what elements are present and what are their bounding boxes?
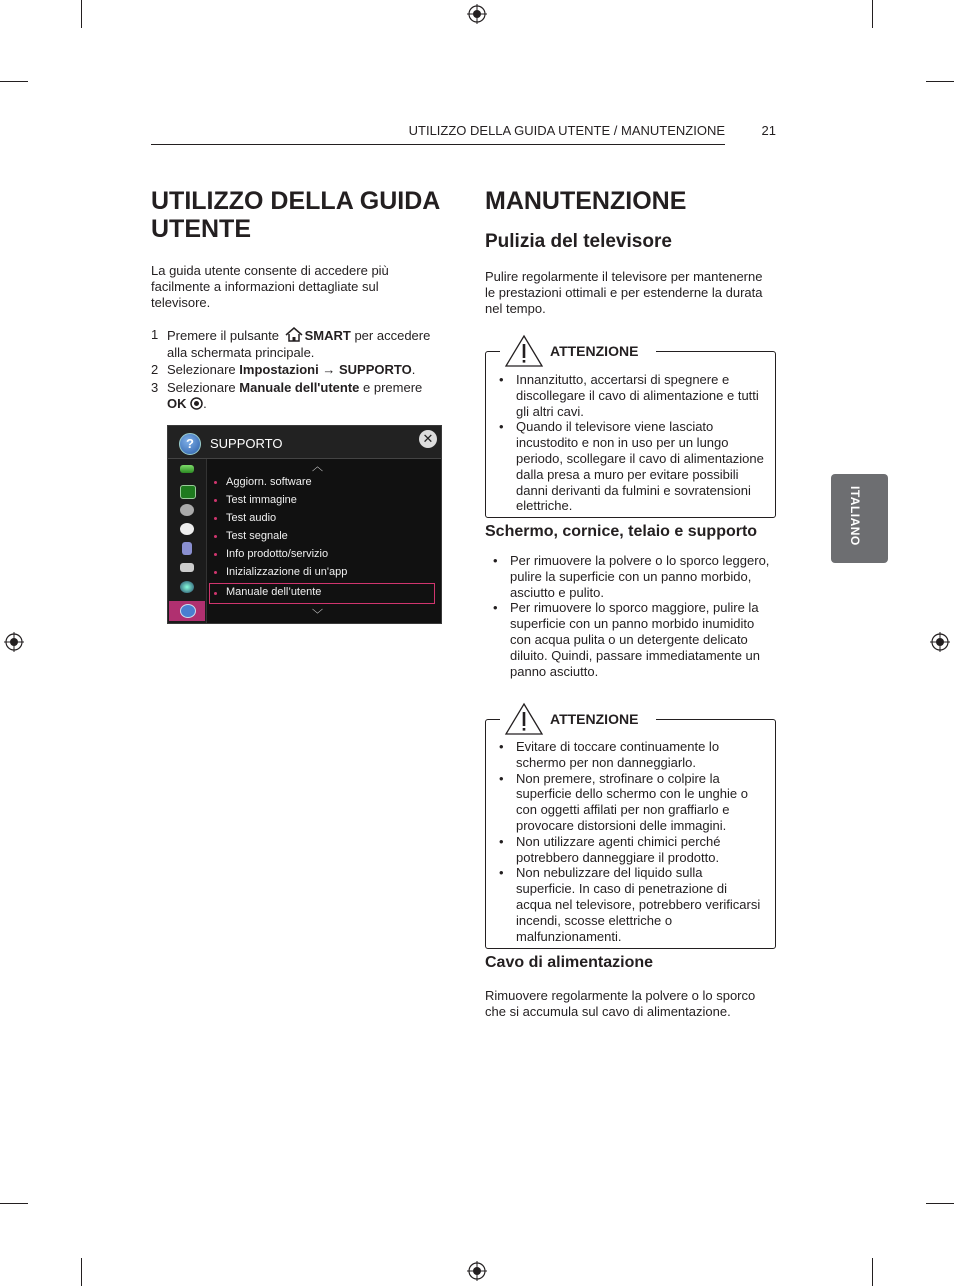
section-title-guide (151, 187, 451, 243)
step-text-part: per accedere alla schermata principale. (167, 328, 431, 360)
step-text (167, 380, 441, 413)
registration-mark-icon (467, 4, 487, 24)
list-item: • Quando il televisore viene lasciato incustodito e non in uso per un lungo periodo, scollegare il cavo di alimentazione dalla presa a muro per evitare possibili danni derivanti da fulmini e sovratensioni elettriche. (496, 419, 765, 514)
subheading-power-cable: Cavo di alimentazione (485, 954, 654, 971)
menu-item[interactable]: Test audio (226, 512, 277, 524)
bullet-dot (214, 481, 217, 484)
language-tab (831, 474, 888, 563)
bullet-dot (214, 592, 217, 595)
attention-header (500, 702, 656, 736)
language-tab-label: ITALIANO (848, 486, 862, 546)
list-item: • Non utilizzare agenti chimici perché potrebbero danneggiare il prodotto. (496, 834, 765, 866)
step-text-part: e premere (359, 379, 423, 395)
bullet-dot (214, 553, 217, 556)
crop-mark (872, 0, 873, 28)
registration-mark-icon (4, 632, 24, 652)
step-text-part: . (411, 362, 416, 377)
crop-mark (0, 1203, 28, 1204)
header-rule (151, 144, 725, 145)
intro-paragraph: La guida utente consente di accedere più facilmente a informazioni dettagliate sul televisore. (151, 263, 389, 310)
crop-mark (81, 1258, 82, 1286)
step-number: 1 (151, 327, 159, 342)
picture-icon[interactable] (180, 465, 194, 473)
step-bold: Impostazioni (239, 362, 319, 377)
subheading-cleaning: Pulizia del televisore (485, 231, 672, 252)
warning-icon (504, 702, 544, 736)
crop-mark (872, 1258, 873, 1286)
attention-label: ATTENZIONE (550, 711, 639, 727)
attention-box (485, 343, 776, 518)
attention-box (485, 711, 776, 949)
menu-title: SUPPORTO (210, 436, 283, 451)
menu-sidebar (168, 459, 207, 623)
arrow-glyph: → (318, 362, 339, 377)
crop-mark (926, 81, 954, 82)
list-item: • Innanzitutto, accertarsi di spegnere e discollegare il cavo di alimentazione e tutti gli altri cavi. (496, 372, 765, 419)
home-icon (285, 327, 303, 342)
paragraph-cleaning: Pulire regolarmente il televisore per mantenerne le prestazioni ottimali e per estenderne la durata nel tempo. (485, 269, 763, 316)
sound-icon[interactable] (180, 485, 196, 499)
bullet-dot (214, 571, 217, 574)
step-bold: SMART (304, 328, 351, 343)
list-item: • Non premere, strofinare o colpire la superficie dello schermo con le unghie o con oggetti affilati per non graffiarlo e provocare distorsioni delle immagini. (496, 771, 765, 834)
title-line: UTENTE (151, 215, 251, 243)
screen-cleaning-list (490, 553, 776, 679)
step-bold: Manuale dell'utente (239, 379, 360, 395)
help-icon: ? (179, 433, 201, 455)
subheading-screen: Schermo, cornice, telaio e supporto (485, 523, 758, 540)
close-icon[interactable]: ✕ (419, 430, 437, 448)
menu-item[interactable]: Test immagine (226, 494, 297, 506)
step-text-part: Selezionare (167, 379, 240, 395)
crop-mark (926, 1203, 954, 1204)
bullet-dot (214, 517, 217, 520)
menu-item[interactable]: Inizializzazione di un'app (226, 566, 348, 578)
step-text-part: . (203, 396, 207, 411)
step-text (167, 327, 441, 361)
list-item: • Per rimuovere lo sporco maggiore, pulire la superficie con un panno morbido inumidito con acqua pulita o un detergente delicato diluito. Quindi, passare immediatamente un panno asciutto. (490, 600, 776, 679)
step-item (151, 362, 441, 379)
list-item: • Per rimuovere la polvere o lo sporco leggero, pulire la superficie con un panno morbido, asciutto e pulito. (490, 553, 776, 600)
warning-icon (504, 334, 544, 368)
menu-header (168, 426, 441, 459)
steps-list (151, 327, 441, 414)
network-icon[interactable] (180, 581, 194, 593)
crop-mark (81, 0, 82, 28)
tv-support-menu (167, 425, 442, 624)
title-line: UTILIZZO DELLA GUIDA (151, 187, 441, 215)
bullet-dot (214, 535, 217, 538)
list-item: • Non nebulizzare del liquido sulla superficie. In caso di penetrazione di acqua nel televisore, potrebbero verificarsi incendi, scosse elettriche o malfunzionamenti. (496, 865, 765, 944)
attention-label: ATTENZIONE (550, 343, 639, 359)
channel-icon[interactable] (180, 504, 194, 516)
page-number: 21 (761, 123, 776, 138)
chevron-up-icon[interactable]: ︿ (312, 461, 323, 473)
registration-mark-icon (467, 1261, 487, 1281)
support-icon[interactable] (180, 604, 196, 618)
step-bold: OK (167, 396, 187, 411)
option-icon[interactable] (180, 563, 194, 572)
registration-mark-icon (930, 632, 950, 652)
chevron-down-icon[interactable]: ﹀ (312, 609, 323, 621)
step-text (167, 362, 441, 379)
step-item (151, 380, 441, 413)
step-text-part: Premere il pulsante (167, 328, 283, 343)
step-item (151, 327, 441, 361)
lock-icon[interactable] (182, 542, 192, 555)
step-number: 2 (151, 362, 159, 377)
list-item: • Evitare di toccare continuamente lo schermo per non danneggiarlo. (496, 739, 765, 771)
paragraph-power-cable: Rimuovere regolarmente la polvere o lo sporco che si accumula sul cavo di alimentazione. (485, 988, 756, 1019)
running-header: UTILIZZO DELLA GUIDA UTENTE / MANUTENZIONE (408, 123, 725, 138)
time-icon[interactable] (180, 523, 194, 535)
attention-list (496, 372, 765, 514)
ok-button-icon (190, 397, 203, 410)
menu-item[interactable]: Manuale dell’utente (226, 586, 322, 598)
bullet-dot (214, 499, 217, 502)
step-bold: SUPPORTO (338, 362, 412, 377)
menu-item[interactable]: Aggiorn. software (226, 476, 312, 488)
menu-item[interactable]: Test segnale (226, 530, 288, 542)
menu-item[interactable]: Info prodotto/servizio (226, 548, 329, 560)
step-text-part: Selezionare (167, 362, 240, 377)
crop-mark (0, 81, 28, 82)
attention-header (500, 334, 656, 368)
step-number: 3 (151, 379, 159, 395)
attention-list (496, 739, 765, 944)
section-title-maintenance: MANUTENZIONE (485, 187, 687, 215)
